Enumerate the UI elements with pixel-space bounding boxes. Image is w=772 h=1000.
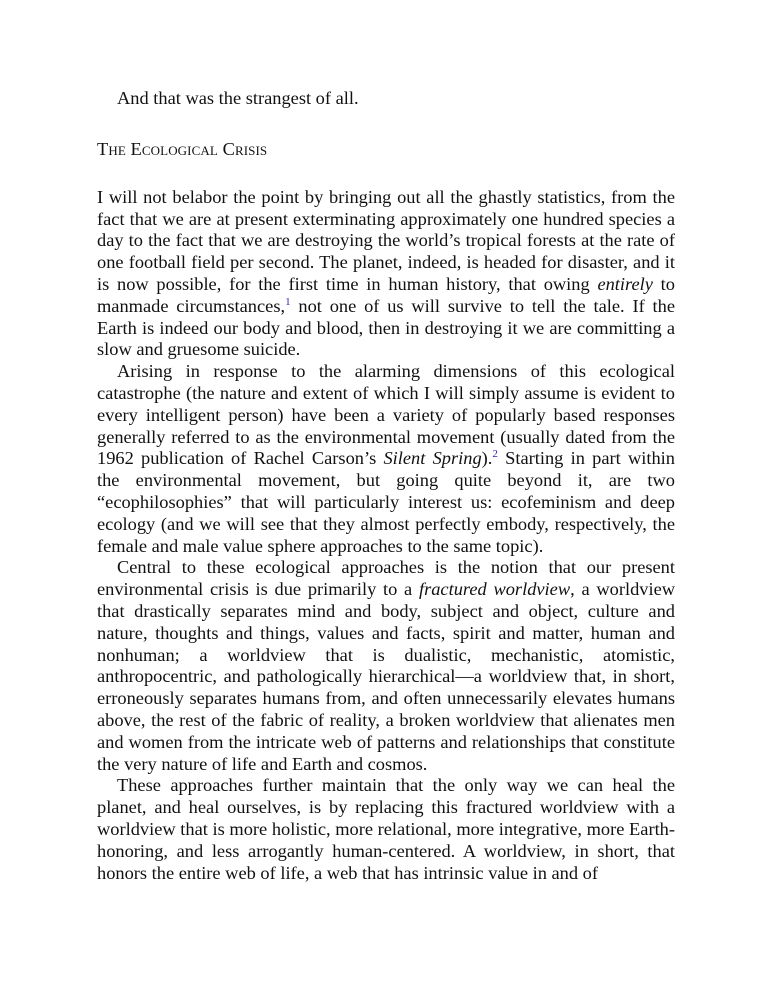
paragraph-3 [97, 557, 675, 775]
paragraph-2-emphasis: Silent Spring [383, 448, 482, 469]
footnote-marker-1[interactable]: 1 [285, 295, 291, 308]
paragraph-3-emphasis: fractured worldview [418, 579, 571, 600]
opening-line: And that was the strangest of all. [117, 88, 359, 108]
paragraph-1 [97, 187, 675, 361]
paragraph-2-text-a: Arising in response to the alarming dimensions of this ecological catastrophe (the nature and extent of which I will simply assume is evident to every intelligent person) have been a variety of popularly based responses generally referred to as the environmental movement (usually dated from the 1962 publication of Rachel Carson’s [97, 361, 675, 469]
paragraph-1-text-c: not one of us will survive to tell the tale. If the Earth is indeed our body and blood, then in destroying it we are committing a slow and gruesome suicide. [97, 295, 675, 360]
paragraph-2-text-c: Starting in part within the environmental movement, but going quite beyond it, are two “ecophilosophies” that will particularly interest us: ecofeminism and deep ecology (and we will see that they almost perfectly embody, respectively, the female and male value sphere approaches to the same topic). [97, 448, 675, 556]
paragraph-4-text: These approaches further maintain that the only way we can heal the planet, and heal ourselves, is by replacing this fractured worldview with a worldview that is more holistic, more relational, more integrative, more Earth-honoring, and less arrogantly human-centered. A worldview, in short, that honors the entire web of life, a web that has intrinsic value in and of [97, 775, 675, 883]
paragraph-1-emphasis: entirely [597, 273, 653, 294]
page-body [97, 88, 675, 884]
paragraph-3-text-b: , a worldview that drastically separates mind and body, subject and object, culture and nature, thoughts and things, values and facts, spirit and matter, human and nonhuman; a worldview that is dualistic, mechanistic, atomistic, anthropocentric, and pathologically hierarchical—a worldview that, in short, erroneously separates humans from, and often unnecessarily elevates humans above, the rest of the fabric of reality, a broken worldview that alienates men and women from the intricate web of patterns and relationships that constitute the very nature of life and Earth and cosmos. [97, 579, 676, 774]
paragraph-2-text-b: ). [481, 448, 493, 469]
paragraph-1-text-b: to manmade circumstances, [97, 273, 675, 316]
section-heading: The Ecological Crisis [97, 138, 268, 159]
footnote-marker-2[interactable]: 2 [492, 448, 498, 461]
paragraph-1-text-a: I will not belabor the point by bringing out all the ghastly statistics, from the fact that we are at present exterminating approximately one hundred species a day to the fact that we are destroying the world’s tropical forests at the rate of one football field per second. The planet, indeed, is headed for disaster, and it is now possible, for the first time in human history, that owing [97, 186, 675, 294]
paragraph-2 [97, 361, 675, 557]
paragraph-3-text-a: Central to these ecological approaches is the notion that our present environmental crisis is due primarily to a [97, 557, 675, 600]
paragraph-4 [97, 775, 675, 884]
